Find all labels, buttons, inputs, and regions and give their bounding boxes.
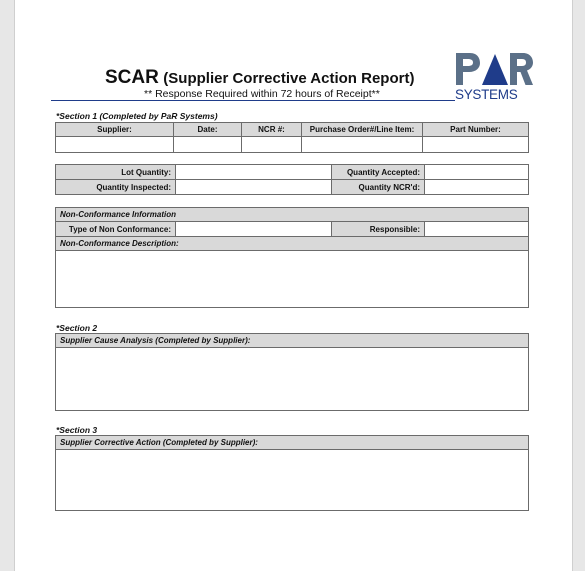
document-title: [105, 67, 414, 89]
response-note: ** Response Required within 72 hours of Receipt**: [144, 88, 380, 100]
corrective-action-field[interactable]: [56, 450, 529, 511]
nonconformance-info-header: Non-Conformance Information: [56, 208, 529, 222]
cause-analysis-header: Supplier Cause Analysis (Completed by Supplier):: [56, 334, 529, 348]
title-rule: [51, 100, 455, 101]
date-field[interactable]: [174, 137, 242, 153]
section3-heading: *Section 3: [56, 425, 98, 435]
quantity-inspected-field[interactable]: [176, 180, 332, 195]
cause-analysis-field[interactable]: [56, 348, 529, 411]
supplier-header: Supplier:: [56, 123, 174, 137]
section1-table: [55, 122, 529, 153]
type-nonconformance-label: Type of Non Conformance:: [56, 222, 176, 237]
quantity-inspected-label: Quantity Inspected:: [56, 180, 176, 195]
quantity-ncrd-label: Quantity NCR'd:: [332, 180, 425, 195]
responsible-field[interactable]: [425, 222, 529, 237]
title-main: SCAR: [105, 67, 159, 88]
document-page: [14, 0, 573, 571]
nonconformance-description-field[interactable]: [56, 251, 529, 308]
section2-heading: *Section 2: [56, 323, 98, 333]
responsible-label: Responsible:: [332, 222, 425, 237]
logo-mark-icon: [454, 51, 534, 91]
po-line-header: Purchase Order#/Line Item:: [302, 123, 423, 137]
section2-table: [55, 333, 529, 411]
part-number-field[interactable]: [423, 137, 529, 153]
logo-text: SYSTEMS: [455, 87, 518, 102]
lot-quantity-label: Lot Quantity:: [56, 165, 176, 180]
quantity-accepted-label: Quantity Accepted:: [332, 165, 425, 180]
quantity-table: [55, 164, 529, 195]
section1-heading: *Section 1 (Completed by PaR Systems): [56, 111, 218, 121]
quantity-ncrd-field[interactable]: [425, 180, 529, 195]
title-sub: (Supplier Corrective Action Report): [163, 70, 415, 87]
quantity-accepted-field[interactable]: [425, 165, 529, 180]
ncr-header: NCR #:: [242, 123, 302, 137]
lot-quantity-field[interactable]: [176, 165, 332, 180]
date-header: Date:: [174, 123, 242, 137]
ncr-field[interactable]: [242, 137, 302, 153]
supplier-field[interactable]: [56, 137, 174, 153]
type-nonconformance-field[interactable]: [176, 222, 332, 237]
nonconformance-description-header: Non-Conformance Description:: [56, 237, 529, 251]
po-line-field[interactable]: [302, 137, 423, 153]
part-number-header: Part Number:: [423, 123, 529, 137]
corrective-action-header: Supplier Corrective Action (Completed by Supplier):: [56, 436, 529, 450]
nonconformance-table: [55, 207, 529, 308]
section3-table: [55, 435, 529, 511]
